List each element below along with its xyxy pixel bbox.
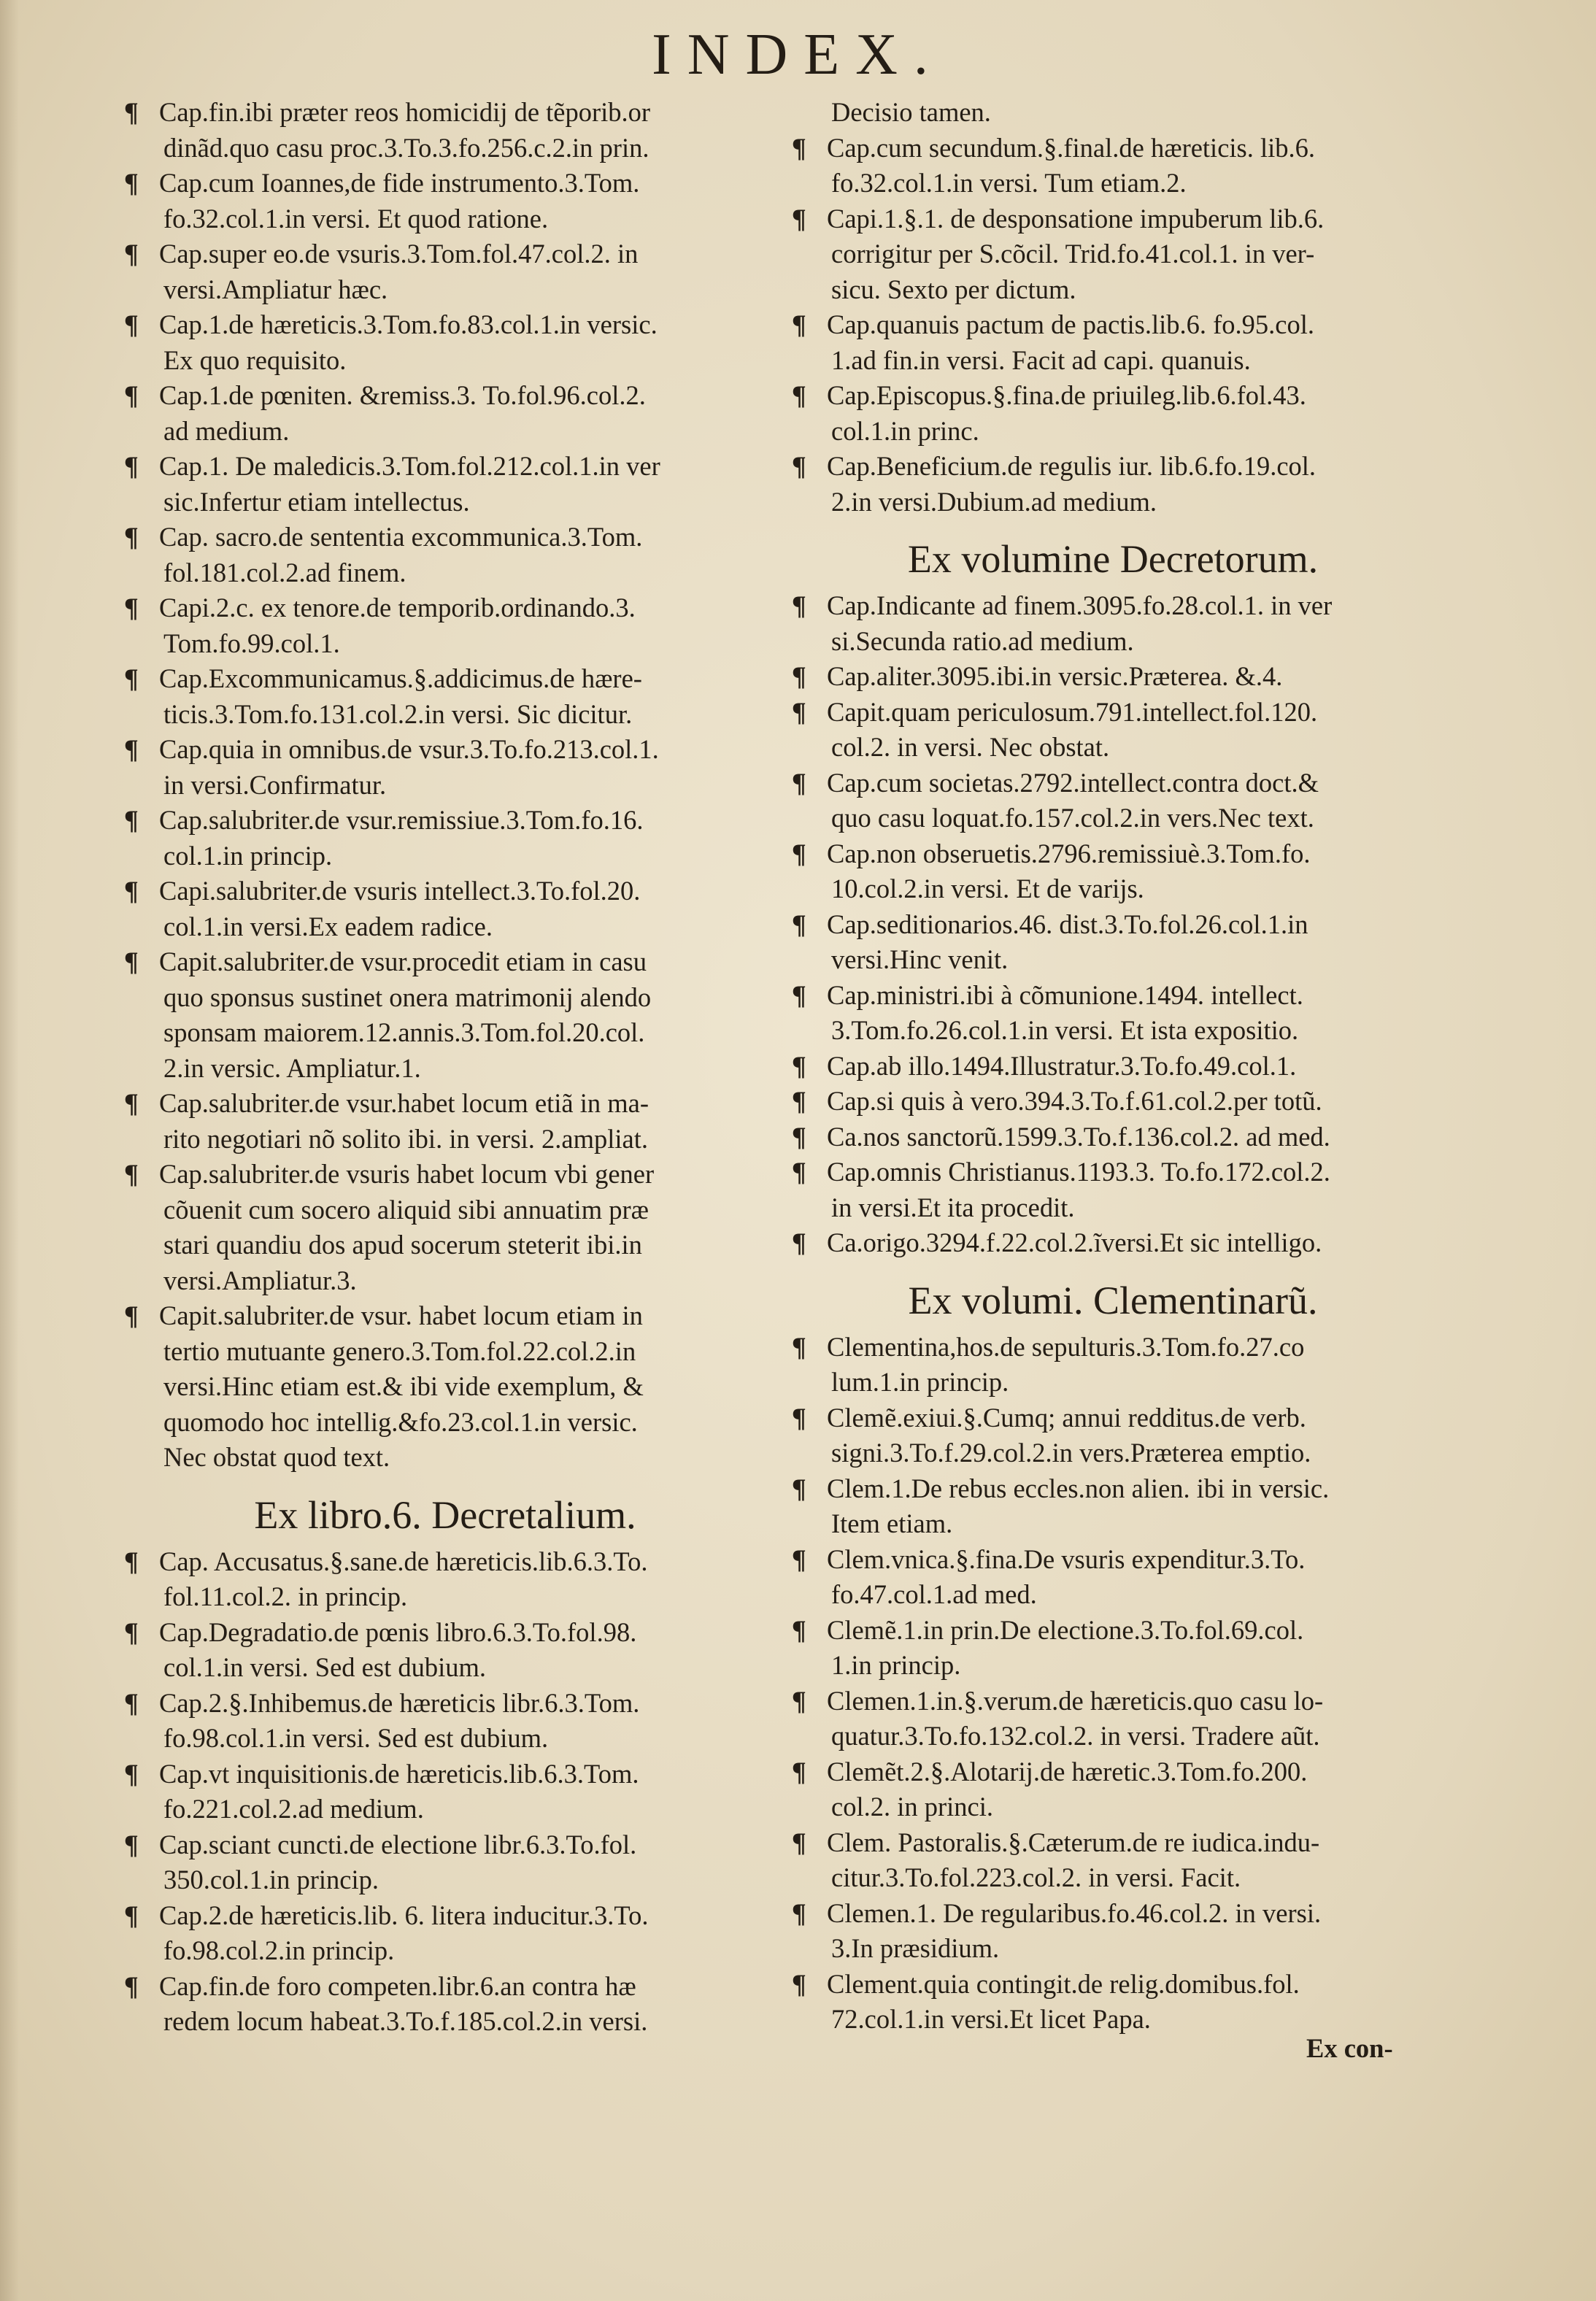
index-entry bbox=[124, 1086, 766, 1157]
pilcrow-icon: ¶ bbox=[124, 947, 139, 976]
pilcrow-icon: ¶ bbox=[792, 1227, 806, 1257]
pilcrow-icon: ¶ bbox=[792, 1756, 806, 1787]
pilcrow-icon: ¶ bbox=[124, 522, 139, 552]
index-entry bbox=[792, 1049, 1434, 1084]
index-entry-line: ¶ Cap.Episcopus.§.fina.de priuileg.lib.6.fol.43. bbox=[792, 378, 1434, 414]
index-entry bbox=[792, 1754, 1434, 1825]
index-entry bbox=[124, 1544, 766, 1615]
pilcrow-icon: ¶ bbox=[124, 805, 139, 835]
index-entry bbox=[792, 131, 1434, 201]
index-entry-line: ¶ Cap.cum Ioannes,de fide instrumento.3.Tom. bbox=[124, 166, 766, 201]
index-entry-line: ¶ Clemen.1.in.§.verum.de hæreticis.quo casu lo- bbox=[792, 1684, 1434, 1719]
pilcrow-icon: ¶ bbox=[792, 1543, 806, 1574]
index-entry-line: versi.Ampliatur.3. bbox=[163, 1265, 357, 1295]
index-entry-line: stari quandiu dos apud socerum steterit ibi.in bbox=[163, 1230, 642, 1260]
index-entry bbox=[124, 732, 766, 803]
index-entry-line: ¶ Capit.quam periculosum.791.intellect.fol.120. bbox=[792, 695, 1434, 731]
index-entry bbox=[124, 166, 766, 236]
pilcrow-icon: ¶ bbox=[792, 838, 806, 868]
index-entry-line: Ex quo requisito. bbox=[163, 344, 347, 375]
index-entry-line: ¶ Cap.ab illo.1494.Illustratur.3.To.fo.49.col.1. bbox=[792, 1049, 1434, 1084]
index-entry bbox=[124, 1969, 766, 2040]
index-entry-line: ¶ Cap.fin.ibi præter reos homicidij de tẽporib.or bbox=[124, 95, 766, 131]
index-entry-line: ¶ Cap.seditionarios.46. dist.3.To.fol.26.col.1.in bbox=[792, 907, 1434, 943]
index-entry-line: ¶ Cap.cum societas.2792.intellect.contra doct.& bbox=[792, 766, 1434, 801]
index-entry-line: sponsam maiorem.12.annis.3.Tom.fol.20.col. bbox=[163, 1017, 645, 1047]
pilcrow-icon: ¶ bbox=[124, 1970, 139, 2001]
pilcrow-icon: ¶ bbox=[792, 590, 806, 620]
index-entry-line: ¶ Cap.si quis à vero.394.3.To.f.61.col.2.per totũ. bbox=[792, 1084, 1434, 1119]
pilcrow-icon: ¶ bbox=[124, 97, 139, 127]
index-entry-line: ¶ Cap.super eo.de vsuris.3.Tom.fol.47.col.2. in bbox=[124, 236, 766, 272]
index-entry bbox=[792, 695, 1434, 766]
index-entry-line: col.1.in versi.Ex eadem radice. bbox=[163, 911, 493, 941]
index-entry-line: redem locum habeat.3.To.f.185.col.2.in versi. bbox=[163, 2006, 648, 2036]
index-entry-line: ¶ Cap.2.§.Inhibemus.de hæreticis libr.6.3.Tom. bbox=[124, 1686, 766, 1722]
index-entry bbox=[792, 907, 1434, 978]
pilcrow-icon: ¶ bbox=[792, 309, 806, 339]
pilcrow-icon: ¶ bbox=[792, 132, 806, 163]
index-entry-line: ¶ Clemẽt.2.§.Alotarij.de hæretic.3.Tom.fo.200. bbox=[792, 1754, 1434, 1790]
index-entry bbox=[792, 1155, 1434, 1225]
right-column bbox=[792, 95, 1434, 2038]
page-header-title: INDEX. bbox=[652, 23, 944, 87]
index-entry bbox=[124, 378, 766, 449]
index-entry-line: fo.32.col.1.in versi. Tum etiam.2. bbox=[831, 168, 1187, 198]
index-entry-line: sicu. Sexto per dictum. bbox=[831, 274, 1076, 304]
index-entry bbox=[792, 1330, 1434, 1400]
right-entries-a bbox=[792, 131, 1434, 520]
index-entry bbox=[124, 874, 766, 944]
index-entry-line: ¶ Cap.omnis Christianus.1193.3. To.fo.172.col.2. bbox=[792, 1155, 1434, 1190]
index-entry-line: ¶ Cap.aliter.3095.ibi.in versic.Præterea. &.4. bbox=[792, 659, 1434, 695]
index-entry-line: versi.Hinc venit. bbox=[831, 944, 1009, 974]
pilcrow-icon: ¶ bbox=[792, 1121, 806, 1152]
index-entry bbox=[124, 307, 766, 378]
index-entry-line: 3.In præsidium. bbox=[831, 1933, 1000, 1963]
pilcrow-icon: ¶ bbox=[124, 1159, 139, 1189]
index-entry bbox=[792, 1400, 1434, 1471]
index-entry-line: ¶ Clementina,hos.de sepulturis.3.Tom.fo.27.co bbox=[792, 1330, 1434, 1365]
index-entry-line: Nec obstat quod text. bbox=[163, 1442, 390, 1472]
continuation-line: Decisio tamen. bbox=[831, 97, 991, 127]
index-entry-line: ¶ Capit.salubriter.de vsur. habet locum etiam in bbox=[124, 1298, 766, 1334]
index-entry bbox=[792, 766, 1434, 836]
index-entry bbox=[124, 520, 766, 590]
pilcrow-icon: ¶ bbox=[792, 661, 806, 691]
index-entry bbox=[124, 1615, 766, 1686]
index-entry-line: ¶ Cap.ministri.ibi à cõmunione.1494. intellect. bbox=[792, 978, 1434, 1014]
section-heading-liber-sextus: Ex libro.6. Decretalium. bbox=[254, 1492, 636, 1537]
index-entry bbox=[792, 1896, 1434, 1967]
index-entry bbox=[792, 378, 1434, 449]
index-entry-line: ¶ Capi.1.§.1. de desponsatione impuberum lib.6. bbox=[792, 201, 1434, 237]
index-entry-line: ¶ Cap.1.de hæreticis.3.Tom.fo.83.col.1.in versic. bbox=[124, 307, 766, 343]
index-entry-line: ticis.3.Tom.fo.131.col.2.in versi. Sic dicitur. bbox=[163, 698, 633, 729]
section-heading-decretorum: Ex volumine Decretorum. bbox=[907, 537, 1319, 581]
pilcrow-icon: ¶ bbox=[792, 380, 806, 410]
pilcrow-icon: ¶ bbox=[124, 1829, 139, 1859]
index-entry-line: fol.181.col.2.ad finem. bbox=[163, 557, 406, 587]
index-entry-line: ¶ Clemen.1. De regularibus.fo.46.col.2. in versi. bbox=[792, 1896, 1434, 1932]
index-entry-line: ¶ Cap.vt inquisitionis.de hæreticis.lib.6.3.Tom. bbox=[124, 1757, 766, 1792]
index-entry-line: sic.Infertur etiam intellectus. bbox=[163, 486, 470, 517]
index-entry bbox=[124, 449, 766, 520]
index-entry-line: si.Secunda ratio.ad medium. bbox=[831, 625, 1134, 656]
left-entries-b bbox=[124, 1544, 766, 2040]
pilcrow-icon: ¶ bbox=[792, 1685, 806, 1716]
index-entry-line: ¶ Cap. Accusatus.§.sane.de hæreticis.lib.6.3.To. bbox=[124, 1544, 766, 1580]
pilcrow-icon: ¶ bbox=[792, 696, 806, 727]
index-entry bbox=[792, 1084, 1434, 1119]
index-entry-line: fo.47.col.1.ad med. bbox=[831, 1579, 1037, 1609]
index-entry bbox=[792, 307, 1434, 378]
pilcrow-icon: ¶ bbox=[124, 1687, 139, 1718]
catchword: Ex con- bbox=[1306, 2033, 1393, 2063]
index-entry-line: ¶ Cap.Degradatio.de pœnis libro.6.3.To.fol.98. bbox=[124, 1615, 766, 1651]
index-entry-line: col.2. in princi. bbox=[831, 1792, 993, 1822]
index-entry-line: 10.col.2.in versi. Et de varijs. bbox=[831, 874, 1144, 903]
index-entry-line: corrigitur per S.cõcil. Trid.fo.41.col.1. in ver- bbox=[831, 239, 1315, 269]
index-entry-line: ¶ Cap.cum secundum.§.final.de hæreticis. lib.6. bbox=[792, 131, 1434, 166]
index-entry-line: ¶ Cap.Excommunicamus.§.addicimus.de hære- bbox=[124, 661, 766, 697]
pilcrow-icon: ¶ bbox=[792, 1331, 806, 1362]
pilcrow-icon: ¶ bbox=[792, 1614, 806, 1645]
pilcrow-icon: ¶ bbox=[792, 1473, 806, 1503]
index-entry-line: versi.Ampliatur hæc. bbox=[163, 274, 388, 304]
index-entry-line: quomodo hoc intellig.&fo.23.col.1.in versic. bbox=[163, 1406, 638, 1437]
pilcrow-icon: ¶ bbox=[124, 239, 139, 269]
pilcrow-icon: ¶ bbox=[792, 1157, 806, 1187]
index-entry-line: col.1.in versi. Sed est dubium. bbox=[163, 1652, 487, 1682]
index-entry-line: col.1.in princip. bbox=[163, 840, 333, 871]
index-entry-line: fo.32.col.1.in versi. Et quod ratione. bbox=[163, 203, 549, 234]
index-entry bbox=[124, 1757, 766, 1827]
index-entry-line: ¶ Cap.salubriter.de vsur.remissiue.3.Tom.fo.16. bbox=[124, 803, 766, 839]
pilcrow-icon: ¶ bbox=[124, 1900, 139, 1930]
index-entry bbox=[124, 236, 766, 307]
index-entry-line: ¶ Clement.quia contingit.de relig.domibus.fol. bbox=[792, 1967, 1434, 2003]
index-entry bbox=[792, 1225, 1434, 1261]
index-entry bbox=[792, 836, 1434, 907]
index-entry-line: ¶ Clemẽ.exiui.§.Cumq; annui redditus.de verb. bbox=[792, 1400, 1434, 1436]
index-entry bbox=[792, 588, 1434, 659]
index-entry-line: dinãd.quo casu proc.3.To.3.fo.256.c.2.in prin. bbox=[163, 132, 649, 163]
index-entry bbox=[792, 449, 1434, 520]
index-entry bbox=[124, 95, 766, 166]
index-entry-line: ¶ Cap.Indicante ad finem.3095.fo.28.col.1. in ver bbox=[792, 588, 1434, 624]
pilcrow-icon: ¶ bbox=[124, 1758, 139, 1789]
index-entry-line: cõuenit cum socero aliquid sibi annuatim præ bbox=[163, 1194, 649, 1225]
index-entry bbox=[124, 661, 766, 732]
pilcrow-icon: ¶ bbox=[124, 663, 139, 693]
index-entry-line: ¶ Cap. sacro.de sententia excommunica.3.Tom. bbox=[124, 520, 766, 555]
index-entry-line: ¶ Cap.1. De maledicis.3.Tom.fol.212.col.1.in ver bbox=[124, 449, 766, 485]
index-entry-line: ¶ Cap.2.de hæreticis.lib. 6. litera inducitur.3.To. bbox=[124, 1898, 766, 1934]
index-entry bbox=[124, 944, 766, 1086]
index-entry-line: 72.col.1.in versi.Et licet Papa. bbox=[831, 2004, 1151, 2034]
index-entry-line: quo casu loquat.fo.157.col.2.in vers.Nec text. bbox=[831, 803, 1314, 833]
index-entry-line: ¶ Clem.1.De rebus eccles.non alien. ibi in versic. bbox=[792, 1471, 1434, 1507]
index-entry-line: ¶ Cap.non obseruetis.2796.remissiuè.3.Tom.fo. bbox=[792, 836, 1434, 872]
index-entry bbox=[792, 659, 1434, 695]
pilcrow-icon: ¶ bbox=[792, 909, 806, 939]
index-entry bbox=[124, 803, 766, 874]
pilcrow-icon: ¶ bbox=[792, 979, 806, 1010]
index-entry-line: ¶ Cap.sciant cuncti.de electione libr.6.3.To.fol. bbox=[124, 1827, 766, 1863]
pilcrow-icon: ¶ bbox=[792, 1897, 806, 1928]
index-entry-line: ¶ Clemẽ.1.in prin.De electione.3.To.fol.69.col. bbox=[792, 1613, 1434, 1649]
index-entry-line: tertio mutuante genero.3.Tom.fol.22.col.2.in bbox=[163, 1335, 636, 1366]
index-entry-line: 350.col.1.in princip. bbox=[163, 1865, 379, 1895]
pilcrow-icon: ¶ bbox=[124, 876, 139, 906]
pilcrow-icon: ¶ bbox=[124, 593, 139, 623]
index-entry-line: col.1.in princ. bbox=[831, 415, 979, 446]
index-entry bbox=[792, 1471, 1434, 1542]
index-entry-line: 3.Tom.fo.26.col.1.in versi. Et ista expositio. bbox=[831, 1015, 1299, 1045]
index-entry bbox=[792, 201, 1434, 308]
index-entry bbox=[124, 1157, 766, 1298]
index-entry-line: fo.221.col.2.ad medium. bbox=[163, 1794, 424, 1824]
pilcrow-icon: ¶ bbox=[124, 1300, 139, 1330]
index-entry-line: ¶ Cap.fin.de foro competen.libr.6.an contra hæ bbox=[124, 1969, 766, 2005]
index-entry bbox=[124, 1686, 766, 1757]
index-entry-line: Item etiam. bbox=[831, 1508, 953, 1538]
index-entry-line: fol.11.col.2. in princip. bbox=[163, 1581, 408, 1611]
pilcrow-icon: ¶ bbox=[792, 451, 806, 481]
index-entry-line: ¶ Cap.quanuis pactum de pactis.lib.6. fo.95.col. bbox=[792, 307, 1434, 343]
index-entry-line: ¶ Capi.salubriter.de vsuris intellect.3.To.fol.20. bbox=[124, 874, 766, 909]
pilcrow-icon: ¶ bbox=[124, 380, 139, 410]
pilcrow-icon: ¶ bbox=[124, 1088, 139, 1118]
index-entry-line: ¶ Clem. Pastoralis.§.Cæterum.de re iudica.indu- bbox=[792, 1825, 1434, 1861]
right-entries-c bbox=[792, 1330, 1434, 2038]
pilcrow-icon: ¶ bbox=[124, 309, 139, 339]
left-entries-a bbox=[124, 95, 766, 1476]
pilcrow-icon: ¶ bbox=[124, 1546, 139, 1576]
index-entry-line: ad medium. bbox=[163, 415, 290, 446]
index-entry-line: ¶ Clem.vnica.§.fina.De vsuris expenditur.3.To. bbox=[792, 1542, 1434, 1578]
index-entry-line: col.2. in versi. Nec obstat. bbox=[831, 732, 1110, 762]
pilcrow-icon: ¶ bbox=[792, 1086, 806, 1116]
index-entry-line: rito negotiari nõ solito ibi. in versi. 2.ampliat. bbox=[163, 1123, 649, 1154]
left-column bbox=[124, 95, 766, 2040]
pilcrow-icon: ¶ bbox=[792, 1968, 806, 1999]
index-entry-line: fo.98.col.1.in versi. Sed est dubium. bbox=[163, 1723, 549, 1753]
index-entry bbox=[124, 1827, 766, 1898]
index-entry-line: 2.in versic. Ampliatur.1. bbox=[163, 1052, 421, 1083]
index-entry-line: 1.in princip. bbox=[831, 1650, 961, 1680]
index-entry-line: ¶ Capit.salubriter.de vsur.procedit etiam in casu bbox=[124, 944, 766, 980]
index-entry bbox=[792, 1825, 1434, 1896]
index-entry-line: fo.98.col.2.in princip. bbox=[163, 1935, 395, 1965]
right-entries-b bbox=[792, 588, 1434, 1261]
pilcrow-icon: ¶ bbox=[124, 168, 139, 198]
pilcrow-icon: ¶ bbox=[124, 734, 139, 764]
index-entry-line: citur.3.To.fol.223.col.2. in versi. Facit. bbox=[831, 1862, 1241, 1892]
index-entry-line: ¶ Cap.salubriter.de vsur.habet locum etiã in ma- bbox=[124, 1086, 766, 1122]
pilcrow-icon: ¶ bbox=[792, 1827, 806, 1857]
pilcrow-icon: ¶ bbox=[792, 1402, 806, 1433]
index-entry bbox=[124, 1298, 766, 1476]
index-entry-line: ¶ Cap.quia in omnibus.de vsur.3.To.fo.213.col.1. bbox=[124, 732, 766, 768]
index-entry-line: 1.ad fin.in versi. Facit ad capi. quanuis. bbox=[831, 344, 1251, 375]
index-entry-line: ¶ Cap.salubriter.de vsuris habet locum vbi gener bbox=[124, 1157, 766, 1192]
index-entry-line: ¶ Capi.2.c. ex tenore.de temporib.ordinando.3. bbox=[124, 590, 766, 626]
index-entry bbox=[792, 1684, 1434, 1754]
pilcrow-icon: ¶ bbox=[124, 451, 139, 481]
index-entry-line: ¶ Cap.1.de pœniten. &remiss.3. To.fol.96.col.2. bbox=[124, 378, 766, 414]
index-entry-line: versi.Hinc etiam est.& ibi vide exemplum, & bbox=[163, 1371, 644, 1401]
index-entry-line: signi.3.To.f.29.col.2.in vers.Præterea emptio. bbox=[831, 1438, 1311, 1468]
index-entry-line: lum.1.in princip. bbox=[831, 1367, 1009, 1397]
index-entry bbox=[792, 1119, 1434, 1155]
index-entry bbox=[792, 1542, 1434, 1613]
index-entry-line: quatur.3.To.fo.132.col.2. in versi. Tradere aũt. bbox=[831, 1721, 1320, 1751]
pilcrow-icon: ¶ bbox=[124, 1616, 139, 1647]
index-entry-line: ¶ Ca.nos sanctorũ.1599.3.To.f.136.col.2. ad med. bbox=[792, 1119, 1434, 1155]
pilcrow-icon: ¶ bbox=[792, 1050, 806, 1081]
index-entry bbox=[792, 978, 1434, 1049]
index-entry bbox=[792, 1967, 1434, 2038]
section-heading-clementinarum: Ex volumi. Clementinarũ. bbox=[908, 1278, 1318, 1322]
index-entry-line: ¶ Ca.origo.3294.f.22.col.2.ĩversi.Et sic intelligo. bbox=[792, 1225, 1434, 1261]
index-entry-line: 2.in versi.Dubium.ad medium. bbox=[831, 486, 1157, 517]
index-entry bbox=[792, 1613, 1434, 1684]
index-entry-line: Tom.fo.99.col.1. bbox=[163, 628, 340, 658]
index-entry-line: in versi.Confirmatur. bbox=[163, 769, 387, 800]
index-entry-line: ¶ Cap.Beneficium.de regulis iur. lib.6.fo.19.col. bbox=[792, 449, 1434, 485]
pilcrow-icon: ¶ bbox=[792, 203, 806, 234]
pilcrow-icon: ¶ bbox=[792, 767, 806, 798]
index-entry-line: quo sponsus sustinet onera matrimonij alendo bbox=[163, 982, 652, 1012]
index-entry-line: in versi.Et ita procedit. bbox=[831, 1192, 1075, 1222]
index-entry bbox=[124, 590, 766, 661]
index-entry bbox=[124, 1898, 766, 1969]
